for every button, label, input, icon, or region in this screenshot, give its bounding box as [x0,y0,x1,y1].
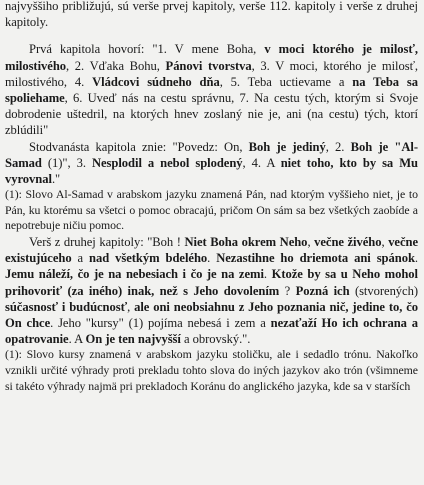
text-run: (1): Slovo Al-Samad v arabskom jazyku znamená Pán, nad ktorým vyššieho niet, je to Pán, ku ktorému sa všetci o pomoc obracajú, pričom On sám sa bez všetkých zaobíde a nepotrebuje ničiu pomoc. [5,187,418,233]
text-run: , [127,299,135,314]
text-run: . A [68,332,86,347]
text-run: . [263,267,272,282]
bold-text-run: Jemu náleží, čo je na nebesiach i čo je na zemi [5,267,264,282]
bold-text-run: ale oni neobsiahnu z Jeho poznania nič, jedine to, čo On chce [5,299,418,331]
chapter-112-paragraph [5,139,418,188]
text-run: , 5. Teba uctievame a [219,74,353,89]
bold-text-run: Nesplodil a nebol splodený [91,155,243,170]
bold-text-run: nad všetkým bdelého [89,251,208,266]
text-run: , 4. A [242,155,281,170]
bold-text-run: niet toho, kto by sa Mu vyrovnal [5,155,418,187]
bold-text-run: Niet Boha okrem Neho [184,235,308,250]
text-run: Stodvanásta kapitola znie: "Povedz: On, [29,139,249,154]
text-run: a obrovský.". [180,332,251,347]
bold-text-run: na Teba sa spoliehame [5,74,419,106]
bold-text-run: večne živého [314,235,382,250]
text-run: Verš z druhej kapitoly: "Boh ! [29,235,185,250]
text-run: , [381,235,389,250]
text-run: . [414,251,419,266]
text-run: . Jeho "kursy" (1) pojíma nebesá i zem a [50,316,271,331]
chapter-1-paragraph [5,41,418,138]
text-run: , 2. [325,139,351,154]
text-run: (1)", 3. [41,155,92,170]
bold-text-run: Ktože by sa u Neho mohol prihovoriť (za iného) inak, než s Jeho dovolením [5,267,418,298]
bold-text-run: v moci ktorého je milosť, milostivého [5,42,418,73]
text-run: a [71,251,90,266]
text-run: . [207,251,217,266]
text-run: najvyššiho približujú, sú verše prvej kapitoly, verše 112. kapitoly i verše z druhej kapitoly. [5,0,418,30]
bold-text-run: Pozná ich [295,283,350,298]
text-run: ." [51,172,61,187]
text-run: Prvá kapitola hovorí: "1. V mene Boha, [29,42,265,57]
footnote-kursy [5,347,418,394]
text-run: ? [279,283,296,298]
bold-text-run: Pánovi tvorstva [165,58,252,73]
intro-paragraph [5,0,418,30]
chapter-2-verse-paragraph [5,234,418,347]
bold-text-run: On je ten najvyšší [85,332,181,347]
bold-text-run: nezaťaží Ho ich ochrana a opatrovanie [5,316,418,347]
text-run: , 2. Vďaka Bohu, [66,58,166,73]
footnote-al-samad [5,187,418,234]
paragraph-gap [5,30,418,41]
bold-text-run: Boh je jediný [248,139,326,154]
bold-text-run: Vládcovi súdneho dňa [92,74,220,89]
bold-text-run: Boh je "Al-Samad [5,139,418,170]
bold-text-run: večne existujúceho [5,235,419,266]
bold-text-run: Nezastihne ho driemota ani spánok [216,251,415,266]
bold-text-run: súčasnosť i budúcnosť [5,299,128,314]
text-run: (1): Slovo kursy znamená v arabskom jazyku stoličku, ale i sedadlo trónu. Nakoľko vznikli určité výhrady proti prekladu tohto slova do iných jazykov ako trón (všimneme si takéto výhrady najmä pri prekladoch Koránu do anglického jazyka, kde sa v starších [5,347,418,393]
text-run: , 3. V moci, ktorého je milosť, milostivého, 4. [5,58,419,89]
text-run: , [307,235,315,250]
text-run: , 6. Uveď nás na cestu správnu, 7. Na cestu tých, ktorým si Svoje dobrodenie uštedril, na ktorých hnev zoslaný nie je, ani (na cestu) tých, ktorí zblúdili" [5,91,418,138]
text-run: (stvorených) [349,283,418,298]
